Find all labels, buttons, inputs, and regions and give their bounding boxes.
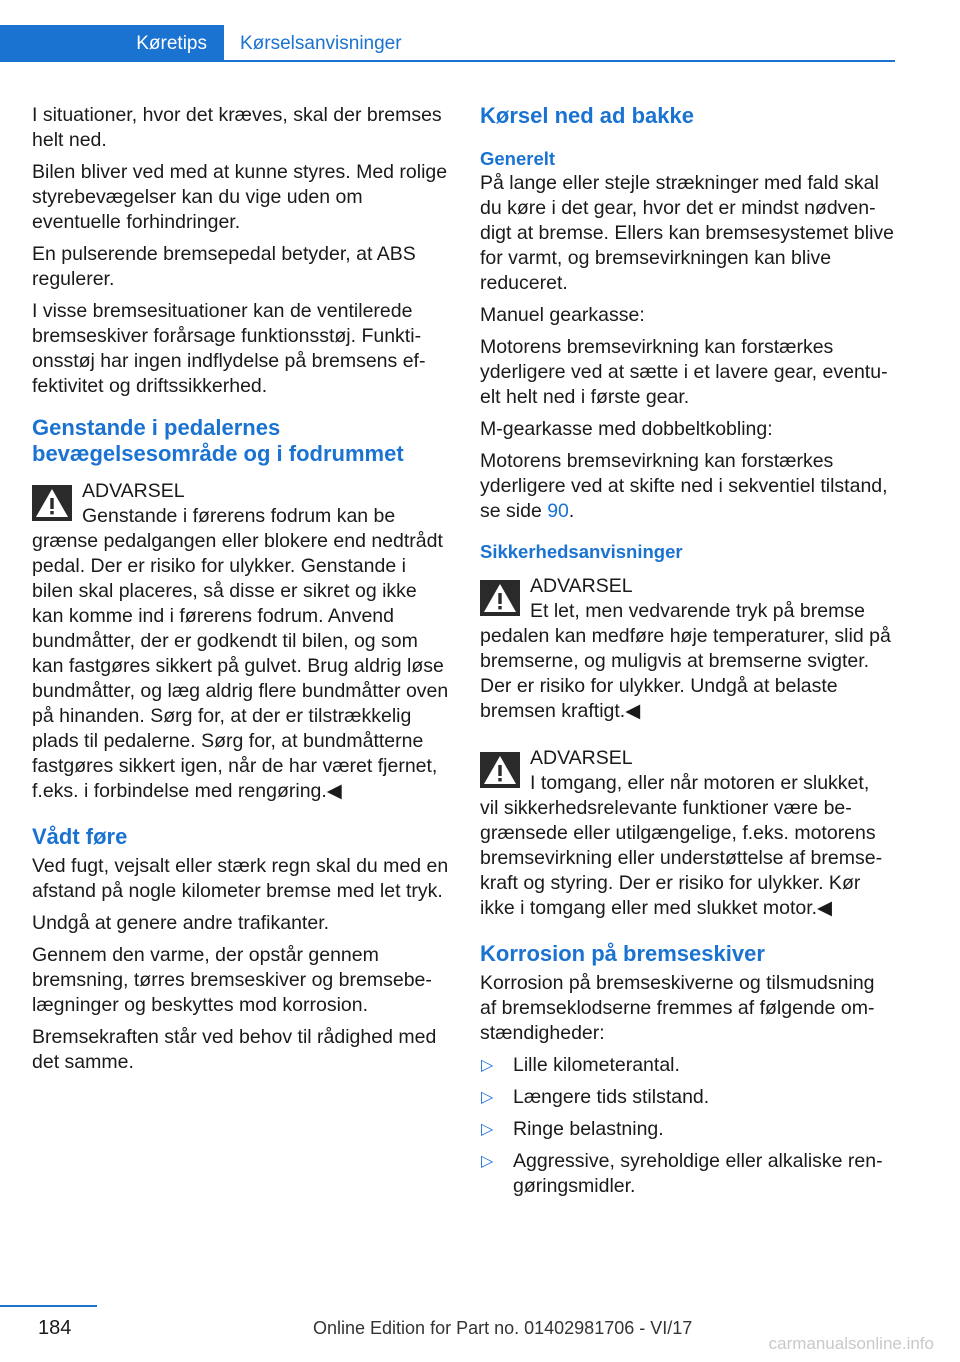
paragraph: På lange eller stejle strækninger med fald skal du køre i det gear, hvor det er mindst nødvendigt at bremse. Ellers kan bremsesystemet blive for varmt, og bremsevirkningen kan blive reduceret. [480,172,894,294]
warning-text-continued: pedalen kan medføre høje temperaturer, slid på bremserne, og muligvis at bremserne svigter. Der er risiko for ulykker. Undgå at belaste bremsen kraftigt.◀ [480,625,891,722]
paragraph: I situationer, hvor det kræves, skal der bremses helt ned. [32,104,442,151]
paragraph-text: Motorens bremsevirkning kan forstærkes yderligere ved at skifte ned i sekventiel tilstand, se side [480,450,888,522]
section-heading: Vådt føre [32,824,128,849]
triangle-bullet-icon: ▷ [481,1153,494,1170]
warning-text-continued: grænse pedalgangen eller blokere end nedtrådt pedal. Der er risiko for ulykker. Genstande i bilen skal placeres, så disse er sikret og ikke kan komme ind i førerens fodrum. Anvend bundmåtter, der er godkendt til bilen, og som kan fastgøres sikkert på gulvet. Brug aldrig løse bundmåtter, og læg aldrig flere bundmåtter oven på hinanden. Sørg for, at der er tilstrækkelig plads til pedalerne. Sørg for, at bundmåtterne fastgøres sikkert igen, når de har været fjernet, f.eks. i forbindelse med rengøring.◀ [32,530,449,802]
bullet-list [480,1053,896,1199]
watermark: carmanualsonline.info [768,1334,934,1353]
section-heading: Genstande i pedalernes bevægelsesområde og i fodrummet [32,415,404,466]
section-heading: Kørsel ned ad bakke [480,103,694,128]
warning-triangle-icon [32,485,72,521]
subsection-heading: Generelt [480,148,556,169]
paragraph: Manuel gearkasse: [480,304,645,326]
list-item-text: Længere tids stilstand. [513,1086,710,1108]
list-item-text: Aggressive, syreholdige eller alkaliske rengøringsmidler. [513,1150,883,1197]
paragraph: Bilen bliver ved med at kunne styres. Med rolige styrebevægelser kan du vige uden om eventuelle forhindringer. [32,161,448,233]
paragraph: En pulserende bremsepedal betyder, at ABS regulerer. [32,243,416,290]
edition-label: Online Edition for Part no. 01402981706 - VI/17 [313,1318,693,1338]
paragraph: Undgå at genere andre trafikanter. [32,912,330,934]
warning-block [32,479,452,804]
paragraph-text: . [568,500,575,522]
list-item [480,1085,896,1110]
section-heading: Korrosion på bremseskiver [480,941,765,966]
warning-triangle-icon [480,580,520,616]
warning-block [480,574,896,724]
paragraph: Ved fugt, vejsalt eller stærk regn skal du med en afstand på nogle kilometer bremse med let tryk. [32,855,449,902]
warning-text: Et let, men vedvarende tryk på bremse [530,600,865,622]
paragraph [480,449,896,524]
footer-rule [0,1305,97,1307]
warning-text-continued: vil sikkerhedsrelevante funktioner være begrænsede eller utilgængelige, f.eks. motorens bremsevirkning eller understøttelse af bremsekraft og styring. Der er risiko for ulykker. Kør ikke i tomgang eller med slukket motor.◀ [480,797,883,919]
paragraph: M-gearkasse med dobbeltkobling: [480,418,773,440]
paragraph: Bremsekraften står ved behov til rådighed med det samme. [32,1026,437,1073]
triangle-bullet-icon: ▷ [481,1121,494,1138]
paragraph: Gennem den varme, der opstår gennem bremsning, tørres bremseskiver og bremsebelægninger og beskyttes mod korrosion. [32,944,432,1016]
warning-triangle-icon [480,752,520,788]
list-item [480,1149,896,1199]
warning-title: ADVARSEL [530,747,633,769]
triangle-bullet-icon: ▷ [481,1089,494,1106]
triangle-bullet-icon: ▷ [481,1057,494,1074]
header-rule [0,60,895,62]
list-item [480,1117,896,1142]
subsection-tab: Kørselsanvisninger [240,33,402,54]
warning-title: ADVARSEL [530,575,633,597]
list-item-text: Ringe belastning. [513,1118,664,1140]
subsection-heading: Sikkerhedsanvisninger [480,541,683,562]
right-column [480,103,896,1206]
section-tab: Køretips [0,25,224,62]
paragraph: Motorens bremsevirkning kan forstærkes yderligere ved at sætte i et lavere gear, eventuelt helt ned i første gear. [480,336,888,408]
warning-block [480,746,896,921]
page-number: 184 [38,1317,72,1339]
warning-text: Genstande i førerens fodrum kan be [82,505,396,527]
paragraph: I visse bremsesituationer kan de ventilerede bremseskiver forårsage funktionsstøj. Funktionsstøj har ingen indflydelse på bremsens effektivitet og driftssikkerhed. [32,300,426,397]
paragraph: Korrosion på bremseskiverne og tilsmudsning af bremseklodserne fremmes af følgende omstændigheder: [480,972,875,1044]
list-item [480,1053,896,1078]
left-column [32,103,452,1082]
page-reference-link[interactable]: 90 [547,500,569,522]
warning-title: ADVARSEL [82,480,185,502]
warning-text: I tomgang, eller når motoren er slukket, [530,772,870,794]
list-item-text: Lille kilometerantal. [513,1054,680,1076]
page-header [0,25,895,62]
